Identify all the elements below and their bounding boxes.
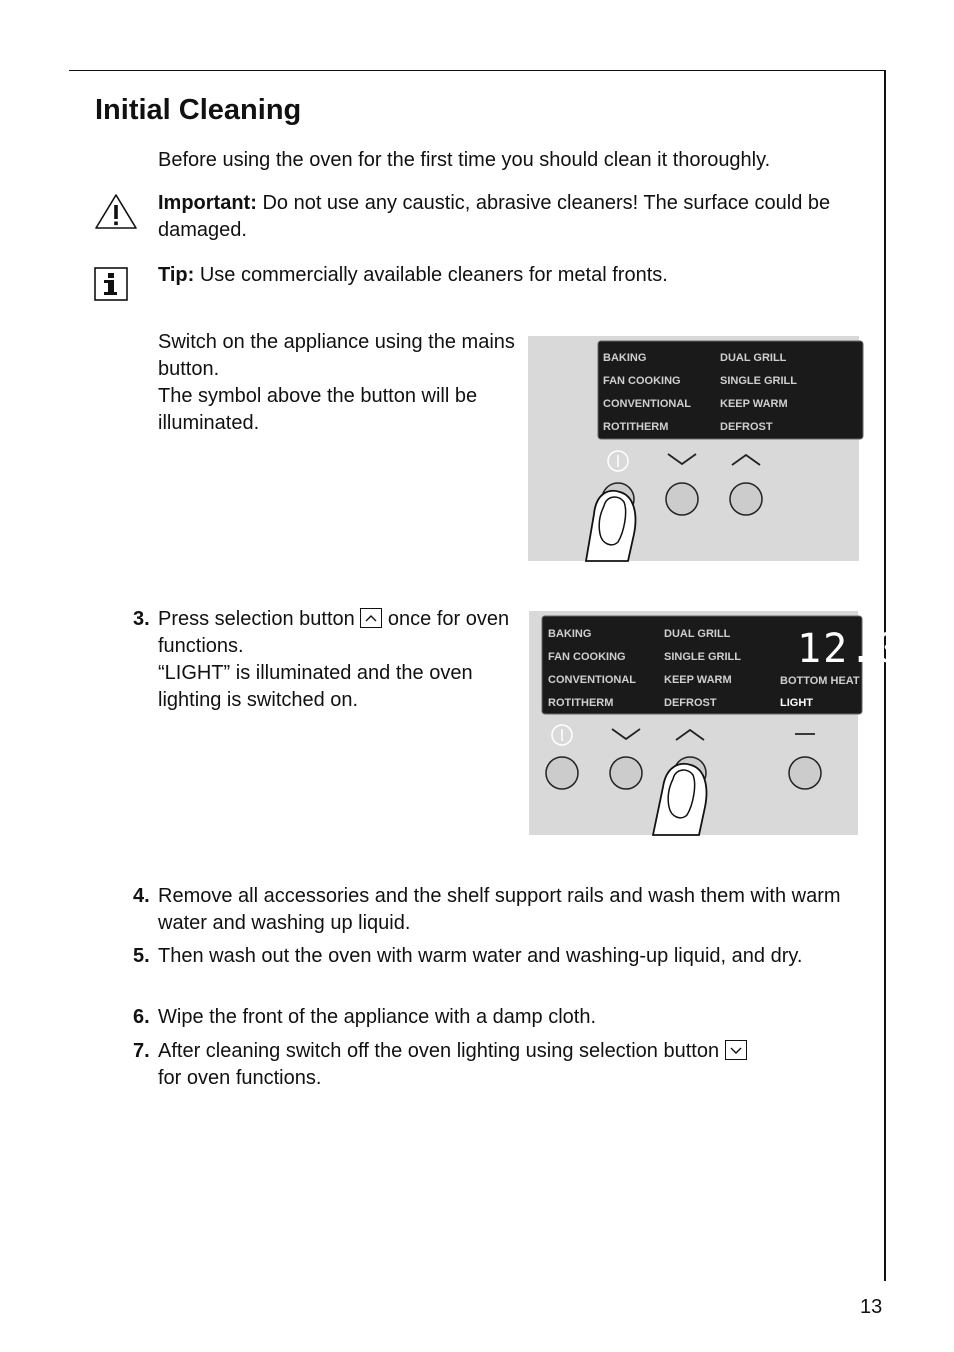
- chevron-down-icon: [668, 454, 696, 464]
- step-4-number: 4.: [133, 885, 150, 907]
- important-note: [158, 190, 858, 244]
- step-3-number: 3.: [133, 608, 150, 630]
- switch-on-line1: Switch on the appliance using the mains button.: [158, 331, 515, 380]
- panel2-label-fan-cooking: FAN COOKING: [548, 651, 626, 663]
- mains-button: [546, 757, 578, 789]
- panel1-label-rotitherm: ROTITHERM: [603, 421, 669, 433]
- switch-on-text: [158, 329, 518, 437]
- finger-icon: [653, 764, 706, 835]
- step-7-number: 7.: [133, 1040, 150, 1062]
- step-7-body: [158, 1038, 858, 1092]
- temperature-display: 12.0: [797, 626, 902, 672]
- control-panel-figure-2: [529, 611, 902, 835]
- panel1-label-conventional: CONVENTIONAL: [603, 398, 691, 410]
- up-key-icon: [360, 608, 382, 628]
- power-symbol-icon: [552, 725, 572, 745]
- minus-button: [789, 757, 821, 789]
- chevron-up-icon: [676, 730, 704, 740]
- panel1-label-defrost: DEFROST: [720, 421, 773, 433]
- step-7-text-pre: After cleaning switch off the oven lighting using selection button: [158, 1040, 720, 1062]
- right-rule: [884, 70, 886, 1281]
- panel2-label-conventional: CONVENTIONAL: [548, 674, 636, 686]
- step-6: [133, 1004, 858, 1031]
- panel1-label-dual-grill: DUAL GRILL: [720, 352, 787, 364]
- step-5: [133, 943, 858, 970]
- panel2-label-baking: BAKING: [548, 628, 592, 640]
- control-panel-figure-1: [528, 336, 859, 561]
- tip-label: Tip:: [158, 264, 195, 286]
- step-5-number: 5.: [133, 945, 150, 967]
- step-3-text-post: once for oven functions.: [158, 608, 510, 657]
- panel2-label-bottom-heat: BOTTOM HEAT: [780, 675, 860, 687]
- intro-text: Before using the oven for the first time you should clean it thoroughly.: [158, 149, 771, 171]
- step-3-body: [158, 606, 513, 714]
- down-button: [610, 757, 642, 789]
- step-7-text-post: for oven functions.: [158, 1067, 322, 1089]
- panel1-label-fan-cooking: FAN COOKING: [603, 375, 681, 387]
- step-3-text-pre: Press selection button: [158, 608, 355, 630]
- step-4: [133, 883, 858, 937]
- warning-triangle-icon: [94, 193, 138, 236]
- panel2-label-defrost: DEFROST: [664, 697, 717, 709]
- panel2-label-rotitherm: ROTITHERM: [548, 697, 614, 709]
- step-3: [133, 606, 513, 714]
- panel1-label-keep-warm: KEEP WARM: [720, 398, 788, 410]
- info-icon: [94, 267, 128, 306]
- chevron-up-icon: [732, 455, 760, 465]
- panel2-label-keep-warm: KEEP WARM: [664, 674, 732, 686]
- tip-text: Use commercially available cleaners for metal fronts.: [194, 264, 668, 286]
- power-symbol-icon: [608, 451, 628, 471]
- step-6-number: 6.: [133, 1006, 150, 1028]
- step-6-text: Wipe the front of the appliance with a damp cloth.: [158, 1006, 597, 1028]
- step-3-line2: “LIGHT” is illuminated and the oven lighting is switched on.: [158, 662, 473, 711]
- down-key-icon: [725, 1040, 747, 1060]
- top-rule: [69, 70, 886, 71]
- panel2-label-light: LIGHT: [780, 697, 813, 709]
- panel1-label-single-grill: SINGLE GRILL: [720, 375, 797, 387]
- down-button: [666, 483, 698, 515]
- page-number: 13: [860, 1296, 883, 1318]
- step-5-text: Then wash out the oven with warm water and washing-up liquid, and dry.: [158, 945, 803, 967]
- finger-icon: [586, 491, 635, 561]
- step-4-text: Remove all accessories and the shelf support rails and wash them with warm water and washing up liquid.: [158, 885, 841, 934]
- important-text: Do not use any caustic, abrasive cleaners! The surface could be damaged.: [158, 192, 831, 241]
- panel2-label-dual-grill: DUAL GRILL: [664, 628, 731, 640]
- tip-note: [158, 262, 668, 289]
- important-label: Important:: [158, 192, 257, 214]
- up-button: [730, 483, 762, 515]
- chevron-down-icon: [612, 729, 640, 739]
- panel1-label-baking: BAKING: [603, 352, 647, 364]
- page-title: Initial Cleaning: [95, 94, 302, 126]
- switch-on-line2: The symbol above the button will be illuminated.: [158, 385, 478, 434]
- step-7: [133, 1038, 858, 1092]
- panel2-label-single-grill: SINGLE GRILL: [664, 651, 741, 663]
